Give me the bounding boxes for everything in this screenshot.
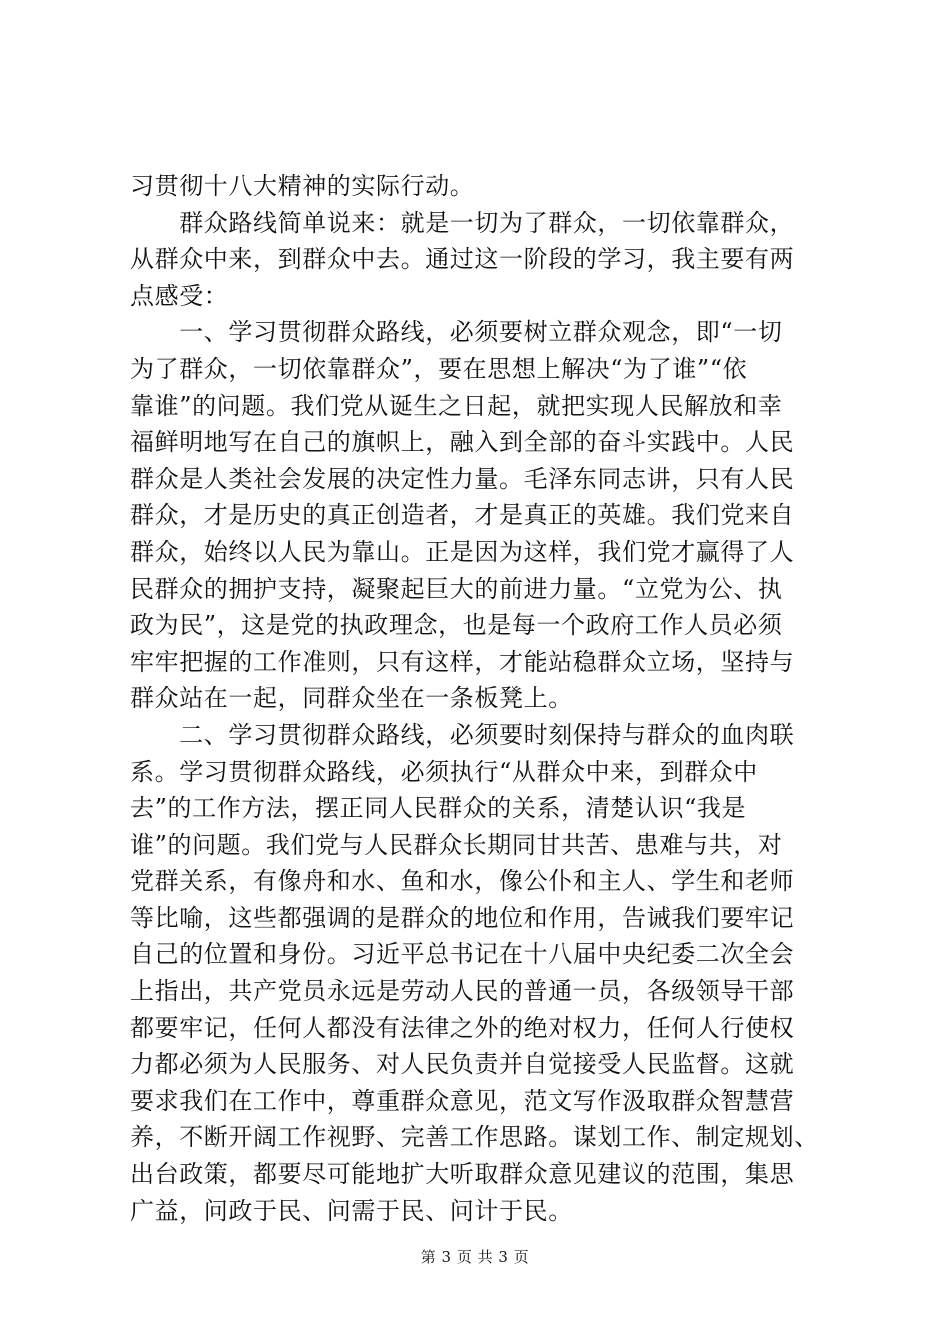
text-line: 系。学习贯彻群众路线，必须执行“从群众中来，到群众中 xyxy=(130,757,758,786)
text-line: 要求我们在工作中，尊重群众意见，范文写作汲取群众智慧营 xyxy=(130,1086,795,1115)
text-line: 习贯彻十八大精神的实际行动。 xyxy=(130,172,475,200)
text-line: 牢牢把握的工作准则，只有这样，才能站稳群众立场，坚持与 xyxy=(130,647,795,676)
text-line: 都要牢记，任何人都没有法律之外的绝对权力，任何人行使权 xyxy=(130,1013,795,1042)
page-number-footer: 第 3 页 共 3 页 xyxy=(420,1248,530,1266)
text-line: 群众是人类社会发展的决定性力量。毛泽东同志讲，只有人民 xyxy=(130,464,795,493)
text-line: 群众，才是历史的真正创造者，才是真正的英雄。我们党来自 xyxy=(130,501,795,530)
text-line: 养，不断开阔工作视野、完善工作思路。谋划工作、制定规划、 xyxy=(130,1123,819,1152)
text-line: 上指出，共产党员永远是劳动人民的普通一员，各级领导干部 xyxy=(130,977,795,1006)
text-line: 为了群众，一切依靠群众”，要在思想上解决“为了谁”“依 xyxy=(130,354,748,383)
text-line: 力都必须为人民服务、对人民负责并自觉接受人民监督。这就 xyxy=(130,1050,795,1079)
text-line: 群众路线简单说来：就是一切为了群众，一切依靠群众， xyxy=(130,208,795,237)
text-line: 广益，问政于民、问需于民、问计于民。 xyxy=(130,1196,573,1225)
document-body xyxy=(130,168,830,1229)
text-line: 福鲜明地写在自己的旗帜上，融入到全部的奋斗实践中。人民 xyxy=(130,428,795,457)
text-line: 一、学习贯彻群众路线，必须要树立群众观念，即“一切 xyxy=(130,318,783,347)
text-line: 党群关系，有像舟和水、鱼和水，像公仆和主人、学生和老师 xyxy=(130,867,795,896)
text-line: 群众，始终以人民为靠山。正是因为这样，我们党才赢得了人 xyxy=(130,537,795,566)
text-line: 谁”的问题。我们党与人民群众长期同甘共苦、患难与共，对 xyxy=(130,830,783,859)
text-line: 二、学习贯彻群众路线，必须要时刻保持与群众的血肉联 xyxy=(130,720,795,749)
text-line: 去”的工作方法，摆正同人民群众的关系，清楚认识“我是 xyxy=(130,794,747,823)
text-line: 出台政策，都要尽可能地扩大听取群众意见建议的范围，集思 xyxy=(130,1160,795,1189)
text-line: 群众站在一起，同群众坐在一条板凳上。 xyxy=(130,684,573,713)
text-line: 政为民”，这是党的执政理念，也是每一个政府工作人员必须 xyxy=(130,611,783,640)
text-line: 从群众中来，到群众中去。通过这一阶段的学习，我主要有两 xyxy=(130,245,795,274)
text-line: 自己的位置和身份。习近平总书记在十八届中央纪委二次全会 xyxy=(130,940,795,969)
text-line: 等比喻，这些都强调的是群众的地位和作用，告诫我们要牢记 xyxy=(130,903,795,932)
text-line: 点感受： xyxy=(130,281,229,310)
text-line: 靠谁”的问题。我们党从诞生之日起，就把实现人民解放和幸 xyxy=(130,391,783,420)
text-line: 民群众的拥护支持，凝聚起巨大的前进力量。“立党为公、执 xyxy=(130,574,783,603)
